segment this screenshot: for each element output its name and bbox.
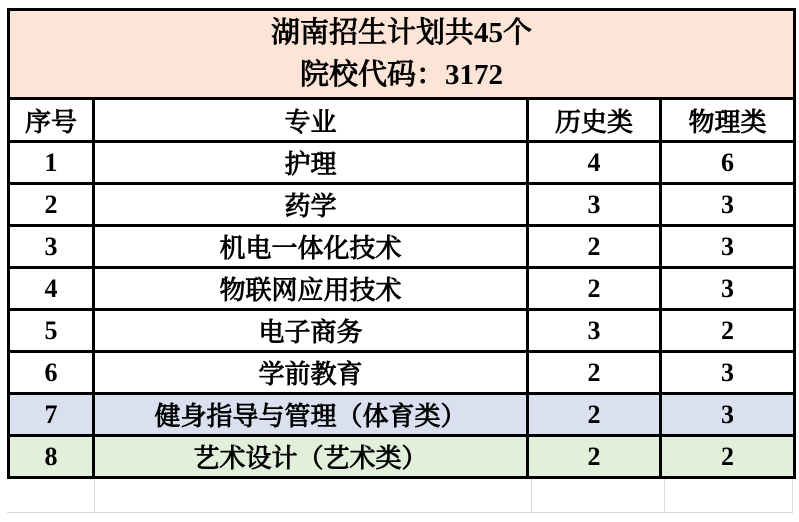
physics-count-cell: 3 bbox=[661, 352, 795, 394]
row-no-cell: 2 bbox=[9, 184, 94, 226]
major-cell: 药学 bbox=[94, 184, 528, 226]
physics-count-cell: 2 bbox=[661, 436, 795, 478]
admission-plan-table bbox=[7, 8, 796, 479]
empty-grid-row bbox=[7, 479, 793, 513]
table-row bbox=[9, 352, 795, 394]
table-row bbox=[9, 226, 795, 268]
empty-grid-cell bbox=[95, 479, 532, 512]
empty-grid-cell bbox=[665, 479, 793, 512]
physics-count-cell: 3 bbox=[661, 268, 795, 310]
empty-grid-cell bbox=[532, 479, 665, 512]
table-title-cell bbox=[9, 10, 795, 99]
history-count-cell: 2 bbox=[528, 226, 661, 268]
physics-count-cell: 3 bbox=[661, 394, 795, 436]
row-no-cell: 6 bbox=[9, 352, 94, 394]
table-row bbox=[9, 268, 795, 310]
table-title-row bbox=[9, 10, 795, 99]
physics-count-cell: 3 bbox=[661, 184, 795, 226]
row-no-cell: 8 bbox=[9, 436, 94, 478]
physics-count-cell: 3 bbox=[661, 226, 795, 268]
history-count-cell: 3 bbox=[528, 310, 661, 352]
major-cell: 护理 bbox=[94, 142, 528, 184]
school-code-title: 院校代码：3172 bbox=[300, 59, 504, 91]
major-cell: 学前教育 bbox=[94, 352, 528, 394]
history-count-cell: 3 bbox=[528, 184, 661, 226]
column-header-major: 专业 bbox=[94, 99, 528, 142]
major-cell: 物联网应用技术 bbox=[94, 268, 528, 310]
column-header-history: 历史类 bbox=[528, 99, 661, 142]
major-cell: 艺术设计（艺术类） bbox=[94, 436, 528, 478]
table-row bbox=[9, 310, 795, 352]
row-no-cell: 4 bbox=[9, 268, 94, 310]
history-count-cell: 2 bbox=[528, 352, 661, 394]
table-row-art bbox=[9, 436, 795, 478]
physics-count-cell: 2 bbox=[661, 310, 795, 352]
history-count-cell: 2 bbox=[528, 394, 661, 436]
history-count-cell: 4 bbox=[528, 142, 661, 184]
empty-grid-cell bbox=[7, 479, 95, 512]
table-row-sports bbox=[9, 394, 795, 436]
plan-total-title: 湖南招生计划共45个 bbox=[271, 17, 533, 49]
history-count-cell: 2 bbox=[528, 436, 661, 478]
table-row bbox=[9, 184, 795, 226]
history-count-cell: 2 bbox=[528, 268, 661, 310]
physics-count-cell: 6 bbox=[661, 142, 795, 184]
column-header-no: 序号 bbox=[9, 99, 94, 142]
row-no-cell: 1 bbox=[9, 142, 94, 184]
row-no-cell: 7 bbox=[9, 394, 94, 436]
table-row bbox=[9, 142, 795, 184]
major-cell: 电子商务 bbox=[94, 310, 528, 352]
row-no-cell: 3 bbox=[9, 226, 94, 268]
row-no-cell: 5 bbox=[9, 310, 94, 352]
column-header-row bbox=[9, 99, 795, 142]
major-cell: 机电一体化技术 bbox=[94, 226, 528, 268]
major-cell: 健身指导与管理（体育类） bbox=[94, 394, 528, 436]
column-header-physics: 物理类 bbox=[661, 99, 795, 142]
